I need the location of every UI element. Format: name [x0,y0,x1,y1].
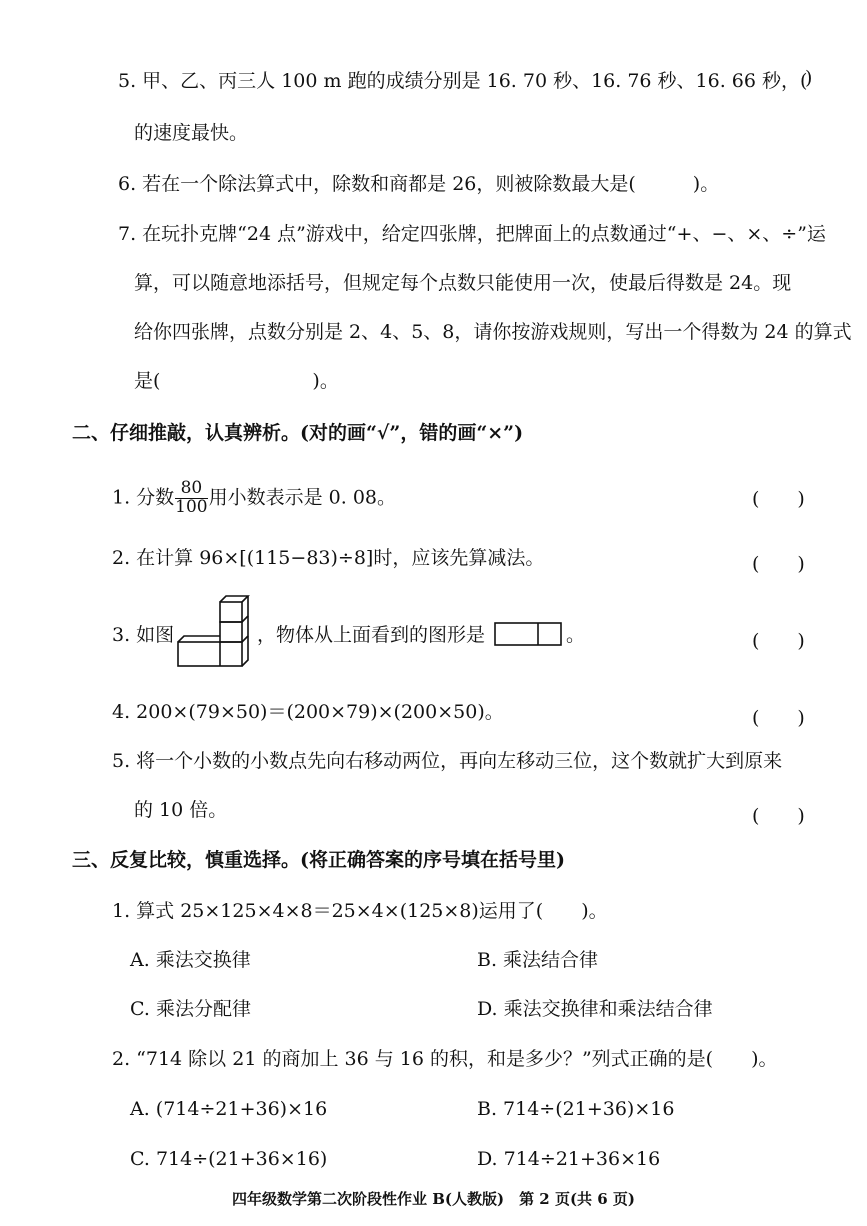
p2-q1-prefix: 1. 分数 [112,486,175,509]
p3-q2-option-a[interactable]: A. (714÷21+36)×16 [130,1098,328,1120]
p2-q5-line2: 的 10 倍。 [134,799,228,821]
fraction [175,480,207,517]
q5-line1: 5. 甲、乙、丙三人 100 m 跑的成绩分别是 16. 70 秒、16. 76 秒、16. 66 秒，( [118,70,808,92]
p2-q3-suffix: 。 [566,624,586,646]
p2-q3-middle: ，物体从上面看到的图形是 [257,624,486,646]
fraction-denominator: 100 [175,496,208,517]
p2-q2: 2. 在计算 96×[(115−83)÷8]时，应该先算减法。 [112,547,545,569]
cube-front [220,602,242,622]
p3-q1-option-c[interactable]: C. 乘法分配律 [130,998,251,1020]
q5-line2: 的速度最快。 [134,122,249,144]
part2-heading: 二、仔细推敲，认真辨析。(对的画“√”，错的画“×”) [72,422,524,444]
p3-q1-option-a[interactable]: A. 乘法交换律 [130,949,251,971]
p2-q2-answer-paren[interactable]: ( ) [752,553,805,575]
p2-q5-answer-paren[interactable]: ( ) [752,805,805,827]
part3-heading: 三、反复比较，慎重选择。(将正确答案的序号填在括号里) [72,849,565,871]
p2-q4: 4. 200×(79×50)＝(200×79)×(200×50)。 [112,701,504,723]
p3-q2-option-d[interactable]: D. 714÷21+36×16 [477,1148,661,1170]
page-footer: 四年级数学第二次阶段性作业 B(人教版) 第 2 页(共 6 页) [231,1190,636,1208]
p3-q1-option-d[interactable]: D. 乘法交换律和乘法结合律 [477,998,713,1020]
q5-close-paren: ) [805,67,813,89]
p3-q2-option-b[interactable]: B. 714÷(21+36)×16 [477,1098,675,1120]
p3-q2: 2. “714 除以 21 的商加上 36 与 16 的积，和是多少？”列式正确的是( )。 [112,1048,778,1070]
top-view-figure [494,622,562,646]
cube-row-front [178,642,242,666]
fraction-numerator: 80 [175,480,207,499]
p2-q5-line1: 5. 将一个小数的小数点先向右移动两位，再向左移动三位，这个数就扩大到原来 [112,750,783,772]
p2-q3-prefix: 3. 如图 [112,624,175,646]
cube-stack-figure [176,594,252,672]
p3-q2-option-c[interactable]: C. 714÷(21+36×16) [130,1148,328,1170]
p2-q1 [112,480,396,517]
p3-q1-option-b[interactable]: B. 乘法结合律 [477,949,599,971]
q7-line1: 7. 在玩扑克牌“24 点”游戏中，给定四张牌，把牌面上的点数通过“+、−、×、÷”运 [118,223,826,245]
cube-row-top [178,636,220,642]
cube-front [220,622,242,642]
p2-q3-answer-paren[interactable]: ( ) [752,630,805,652]
q7-line3: 给你四张牌，点数分别是 2、4、5、8，请你按游戏规则，写出一个得数为 24 的算式 [134,321,852,343]
p2-q1-answer-paren[interactable]: ( ) [752,488,805,510]
p2-q1-suffix: 用小数表示是 0. 08。 [208,486,397,509]
q7-line2: 算，可以随意地添括号，但规定每个点数只能使用一次，使最后得数是 24。现 [134,272,792,294]
p3-q1: 1. 算式 25×125×4×8＝25×4×(125×8)运用了( )。 [112,900,608,922]
q6: 6. 若在一个除法算式中，除数和商都是 26，则被除数最大是( )。 [118,173,720,195]
cube-top-face [220,596,248,602]
p2-q4-answer-paren[interactable]: ( ) [752,707,805,729]
q7-line4: 是( )。 [134,370,339,392]
